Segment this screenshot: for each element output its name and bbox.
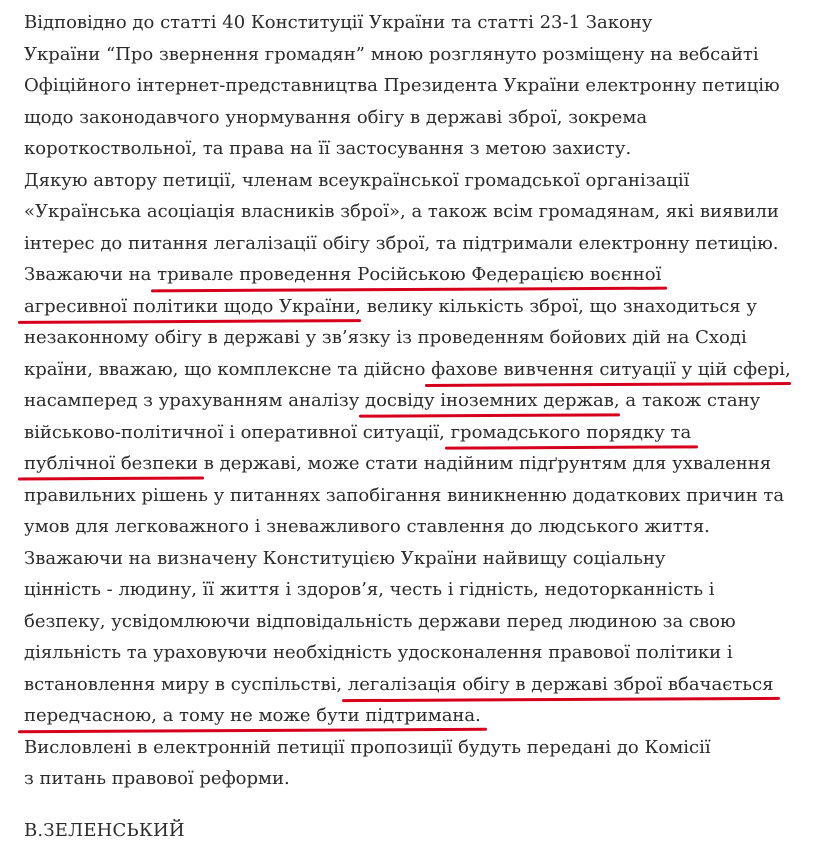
text-segment: в державі, може стати надійним підґрунтям для ухвалення xyxy=(198,453,772,474)
text-line xyxy=(24,390,760,412)
text-segment: з питань правової реформи. xyxy=(24,768,290,789)
text-segment: Зважаючи на визначену Конституцією України найвищу соціальну xyxy=(24,547,666,569)
highlighted-phrase: фахове вивчення ситуації у цій сфері xyxy=(431,358,785,380)
text-segment: інтерес до питання легалізації обігу зброї, та підтримали електронну петицію. xyxy=(24,232,779,254)
text-line xyxy=(24,516,710,538)
text-segment: військово-політичної і оперативної ситуації, xyxy=(24,421,451,443)
text-segment: умов для легковажного і зневажливого ставлення до людського життя. xyxy=(24,516,710,537)
text-segment: Дякую автору петиції, членам всеукраїнської громадської організації xyxy=(24,169,690,191)
text-segment: , а також стану xyxy=(613,390,761,411)
text-segment: , xyxy=(785,358,791,380)
text-line xyxy=(24,107,647,129)
text-line xyxy=(24,75,780,97)
text-line xyxy=(24,705,481,727)
text-line xyxy=(24,737,711,759)
text-line xyxy=(24,611,736,633)
text-segment: Висловлені в електронній петиції пропозиції будуть передані до Комісії xyxy=(24,736,711,758)
text-line xyxy=(24,359,791,381)
text-line xyxy=(24,170,689,192)
text-segment: щодо законодавчого унормування обігу в державі зброї, зокрема xyxy=(24,106,648,128)
text-segment: України “Про звернення громадян” мною розглянуто розміщену на вебсайті xyxy=(24,43,759,65)
text-line xyxy=(24,201,779,223)
text-line xyxy=(24,138,631,160)
text-line xyxy=(24,548,666,570)
text-line xyxy=(24,422,691,444)
signature: В.ЗЕЛЕНСЬКИЙ xyxy=(24,820,185,841)
text-segment: короткоствольної, та права на її застосування з метою захисту. xyxy=(24,138,632,159)
highlighted-phrase: передчасною, а тому не може бути підтримана. xyxy=(24,705,481,726)
text-segment: країни, вважаю, що комплексне та дійсно xyxy=(24,358,432,380)
highlighted-phrase: легалізація обігу в державі зброї вбачається xyxy=(347,673,774,695)
text-line xyxy=(24,453,771,475)
text-line xyxy=(24,44,759,66)
text-line xyxy=(24,233,778,255)
text-segment: Офіційного інтернет-представництва Президента України електронну петицію xyxy=(24,75,780,96)
text-segment: насамперед з урахуванням аналізу xyxy=(24,390,366,411)
text-line xyxy=(24,12,652,34)
text-segment: «Українська асоціація власників зброї», а також всім громадянам, які виявили xyxy=(24,201,779,222)
highlighted-phrase: громадського порядку та xyxy=(450,421,692,443)
text-segment: Зважаючи на xyxy=(24,264,158,285)
text-segment: незаконному обігу в державі у зв’язку із проведенням бойових дій на Сході xyxy=(24,327,747,348)
text-segment: безпеку, усвідомлюючи відповідальність держави перед людиною за свою xyxy=(24,610,736,632)
text-line xyxy=(24,485,784,507)
text-segment: цінність - людину, її життя і здоров’я, честь і гідність, недоторканність і xyxy=(24,579,715,600)
highlighted-phrase: агресивної політики щодо України xyxy=(24,295,356,317)
text-line xyxy=(24,327,747,349)
text-line xyxy=(24,296,757,318)
highlighted-phrase: тривале проведення Російською Федерацією воєнної xyxy=(157,264,662,285)
text-line xyxy=(24,642,733,664)
text-line xyxy=(24,264,661,286)
text-line xyxy=(24,768,290,790)
text-line xyxy=(24,579,715,601)
text-segment: встановлення миру в суспільстві, xyxy=(24,673,348,695)
text-line xyxy=(24,674,774,696)
text-segment: , велику кількість зброї, що знаходиться у xyxy=(355,295,757,317)
text-segment: Відповідно до статті 40 Конституції України та статті 23-1 Закону xyxy=(24,12,653,33)
text-segment: діяльність та ураховуючи необхідність удосконалення правової політики і xyxy=(24,642,733,663)
text-segment: правильних рішень у питаннях запобігання виникненню додаткових причин та xyxy=(24,484,785,506)
highlighted-phrase: досвіду іноземних держав xyxy=(365,390,614,411)
highlighted-phrase: публічної безпеки xyxy=(24,453,199,474)
